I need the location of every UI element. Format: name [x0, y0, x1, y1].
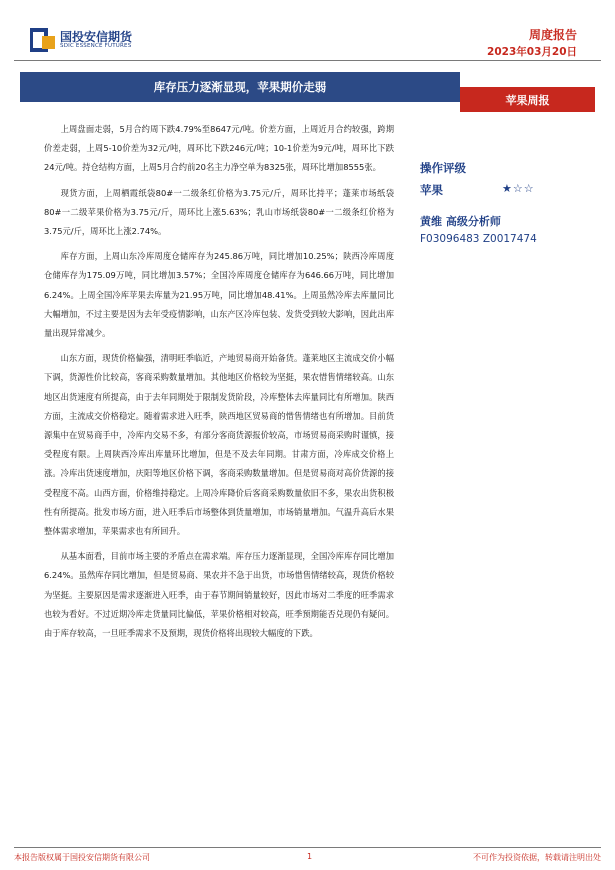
sidebar — [420, 160, 600, 245]
logo-chinese-name: 国投安信期货 — [60, 30, 133, 44]
paragraph-regional-markets: 山东方面，现货价格偏强，清明旺季临近，产地贸易商开始备货。蓬莱地区主流成交价小幅下调，货源性价比较高，客商采购数量增加。其他地区价格较为坚挺，果农惜售情绪较高。山东地区出货速度有所提高，由于去年同期处于限制发货阶段，冷库整体去库量同比有所增加。陕西方面，主流成交价格稳定。随着需求进入旺季，陕西地区贸易商的惜售情绪也有所增加。目前货源集中在贸易商手中，冷库内交易不多，有部分客商货源报价较高，市场贸易商采购时谨慎，接受程度有限。上周陕西冷库出库量环比增加，但是不及去年同期。甘肃方面，冷库成交价格上涨。冷库出货速度增加，庆阳等地区价格下调，客商采购数量增加。但是贸易商对高价货源的接受程度不高。山西方面，价格维持稳定。上周冷库降价后客商采购数量依旧不多，果农出货积极性有所提高。批发市场方面，进入旺季后市场整体到货量增加，市场销量增加。气温升高后水果整体需求增加，苹果需求也有所回升。 — [44, 353, 394, 537]
footer-divider — [14, 847, 601, 848]
rating-row — [420, 182, 600, 204]
disclaimer: 不可作为投资依据，转载请注明出处 — [473, 853, 601, 862]
star-rating-icon: ★☆☆ — [502, 182, 535, 195]
page-number: 1 — [307, 852, 313, 861]
logo-english-name: SDIC ESSENCE FUTURES — [60, 43, 132, 49]
paragraph-futures-market: 上周盘面走弱，5月合约周下跌4.79%至8647元/吨。价差方面，上周近月合约较强，跨期价差走弱，上周5-10价差为32元/吨，周环比下跌246元/吨；10-1价差为9元/吨，周环比下跌24元/吨。持仓结构方面，上周5月合约前20名主力净空单为8325张，周环比增加8555张。 — [44, 124, 394, 173]
logo-mark-icon — [30, 28, 56, 52]
report-type: 周度报告 — [528, 28, 577, 42]
paragraph-inventory: 库存方面，上周山东冷库周度仓储库存为245.86万吨，同比增加10.25%；陕西冷库周度仓储库存为175.09万吨，同比增加3.57%；全国冷库周度仓储库存为646.66万吨，同比增加6.24%。上周全国冷库苹果去库量为21.95万吨，同比增加48.41%。上周虽然冷库去库量同比大幅增加，不过主要是因为去年受疫情影响，山东产区冷库包装、发货受到较大影响，因此出库量出现异常减少。 — [44, 251, 394, 339]
rating-title: 操作评级 — [420, 161, 466, 175]
paragraph-spot-price: 现货方面，上周栖霞纸袋80#一二级条红价格为3.75元/斤，周环比持平；蓬莱市场纸袋80#一二级苹果价格为3.75元/斤，周环比上涨5.63%；乳山市场纸袋80#一二级条红价格为3.75元/斤，周环比上涨2.74%。 — [44, 187, 394, 237]
rating-item: 苹果 — [420, 183, 443, 197]
header-divider — [14, 60, 601, 61]
report-tag — [460, 87, 595, 112]
analyst-license: F03096483 Z0017474 — [420, 233, 537, 245]
title-banner — [20, 72, 460, 102]
paragraph-fundamentals: 从基本面看，目前市场主要的矛盾点在需求端。库存压力逐渐显现，全国冷库库存同比增加6.24%。虽然库存同比增加，但是贸易商、果农并不急于出货，市场惜售情绪较高，现货价格较为坚挺。主要原因是需求逐渐进入旺季，由于春节期间销量较好，因此市场对二季度的旺季需求也较为看好。不过近期冷库走货量同比偏低，苹果价格相对较高，旺季预期能否兑现仍有疑问。由于库存较高，一旦旺季需求不及预期，现货价格将出现较大幅度的下跌。 — [44, 551, 394, 639]
company-logo — [30, 26, 150, 54]
report-date: 2023年03月20日 — [487, 46, 577, 58]
report-tag-label: 苹果周报 — [505, 94, 550, 107]
report-body — [44, 120, 394, 649]
report-title: 库存压力逐渐显现，苹果期价走弱 — [153, 80, 327, 94]
analyst-name: 黄维 高级分析师 — [420, 215, 501, 228]
copyright-notice: 本报告版权属于国投安信期货有限公司 — [14, 853, 150, 862]
